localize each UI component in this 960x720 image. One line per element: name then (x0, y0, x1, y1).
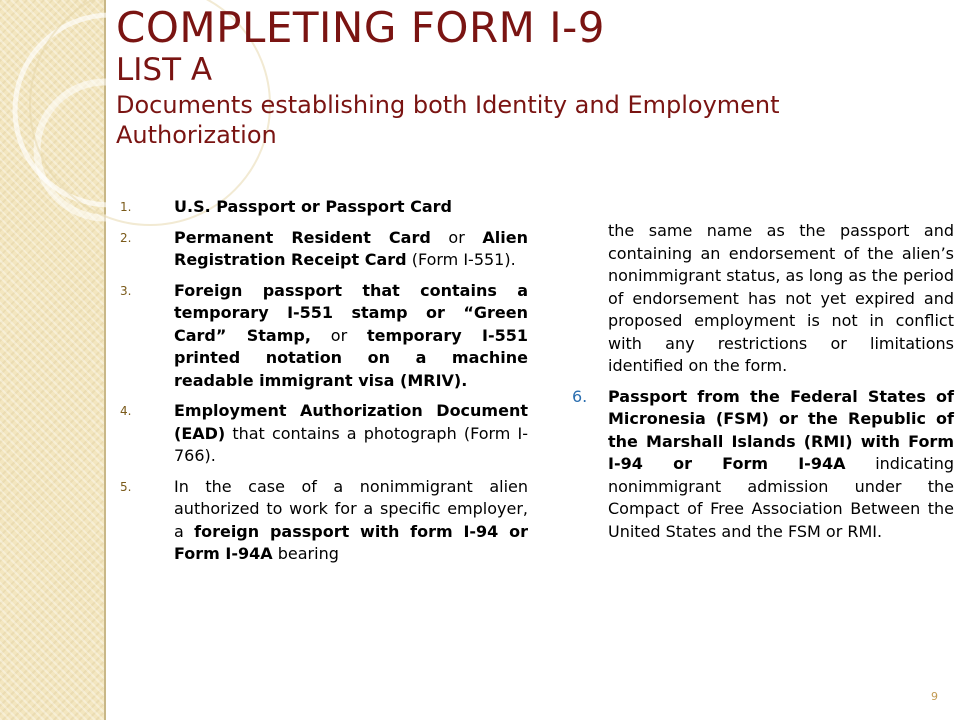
list-number: 5. (120, 479, 132, 494)
item-text: or (430, 227, 483, 247)
list-item-5 (120, 476, 528, 566)
page-number: 9 (931, 690, 938, 703)
item-text: or (310, 325, 368, 345)
list-number: 3. (120, 283, 132, 298)
list-item-4 (120, 400, 528, 468)
slide-title: COMPLETING FORM I-9 (116, 3, 605, 52)
list-number: 1. (120, 200, 132, 214)
item-text: In the case of a nonimmigrant alien authorized to work for a specific employer, a (174, 476, 528, 541)
item-bold-text: foreign passport with form I-94 or Form I-94A (174, 521, 529, 563)
item-bold-text: U.S. Passport or Passport Card (174, 197, 452, 216)
right-column (572, 220, 954, 551)
slide-subtitle: LIST A (116, 52, 213, 88)
list-item-3 (120, 280, 528, 393)
item-text: bearing (272, 544, 339, 563)
left-column (120, 196, 528, 574)
list-item-6 (572, 386, 954, 544)
item-bold-text: temporary I-551 printed notation on a machine readable immigrant visa (MRIV). (174, 325, 528, 390)
item-bold-text: Passport from the Federal States of Micronesia (FSM) or the Republic of the Marshall Islands (RMI) with Form I-94 or Form I-94A (608, 386, 954, 473)
item-bold-text: Alien Registration Receipt Card (174, 227, 528, 269)
item-bold-text: Permanent Resident Card (174, 227, 431, 247)
list-number: 6. (572, 386, 588, 406)
title-block (116, 4, 946, 150)
list-number: 2. (120, 230, 132, 245)
item-text: indicating nonimmigrant admission under the Compact of Free Association Between the United States and the FSM or RMI. (608, 454, 955, 541)
item-5-continuation: the same name as the passport and containing an endorsement of the alien’s nonimmigrant status, as long as the period of endorsement has not yet expired and proposed employment is not in conflict with any restrictions or limitations identified on the form. (608, 221, 954, 375)
item-bold-text: Employment Authorization Document (EAD) (174, 401, 528, 443)
slide-heading: Documents establishing both Identity and Employment Authorization (116, 91, 780, 149)
list-number: 4. (120, 404, 132, 418)
item-text: that contains a photograph (Form I-766). (174, 423, 528, 465)
list-item-2 (120, 227, 528, 272)
item-bold-text: Foreign passport that contains a temporary I-551 stamp or “Green Card” Stamp, (174, 280, 528, 345)
item-text: (Form I-551). (406, 250, 516, 269)
list-item-1 (120, 196, 528, 219)
